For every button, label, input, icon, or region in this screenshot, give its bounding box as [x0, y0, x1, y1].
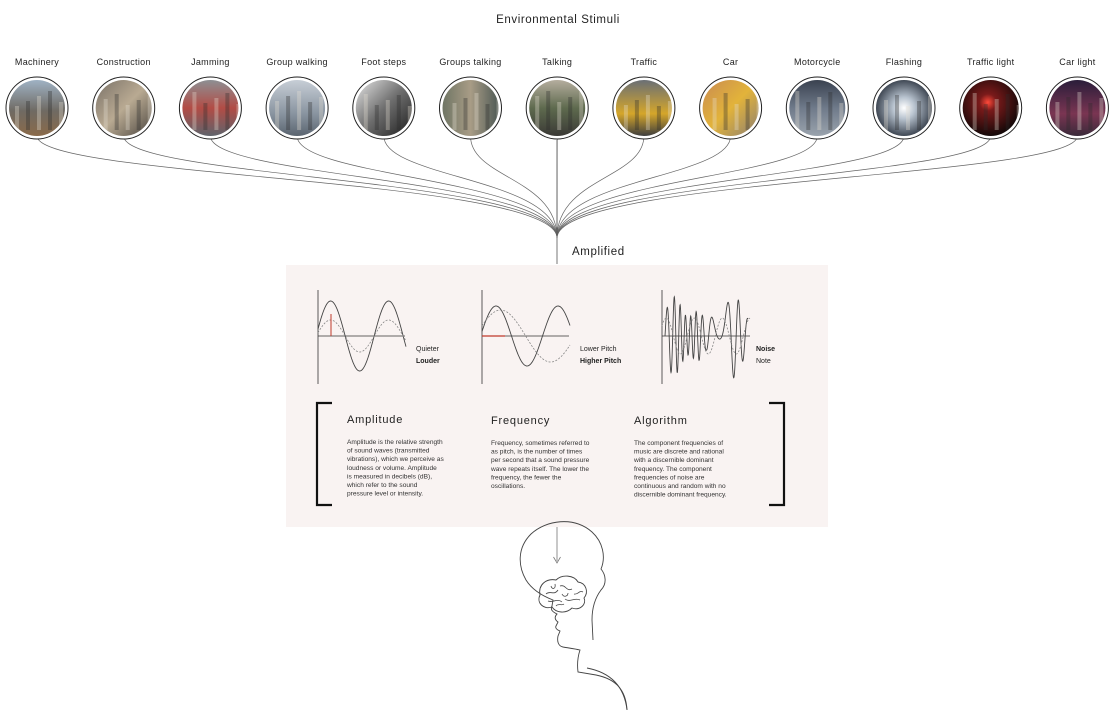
head-outline	[520, 522, 627, 710]
connector-jamming	[210, 136, 557, 238]
algorithm-description-line: continuous and random with no	[634, 483, 726, 490]
stimulus-label-motorcycle: Motorcycle	[794, 57, 841, 67]
algorithm-description-line: discernible dominant frequency.	[634, 491, 727, 499]
stimulus-photo-group-walking	[266, 77, 328, 139]
algorithm-description-line: music are discrete and rational	[634, 448, 724, 456]
amplitude-heading: Amplitude	[347, 414, 404, 426]
frequency-description-line: as pitch, is the number of times	[491, 448, 583, 456]
stimulus-label-car: Car	[722, 57, 739, 67]
brain-folds	[546, 584, 583, 606]
amplitude-description-line: is measured in decibels (dB),	[347, 473, 433, 481]
stimulus-photo-construction	[93, 77, 155, 139]
frequency-heading: Frequency	[491, 415, 551, 427]
connector-foot-steps	[384, 136, 557, 238]
algorithm-description-line: frequency. The component	[634, 465, 712, 473]
connector-car-light	[557, 136, 1077, 238]
stimulus-label-flashing: Flashing	[885, 57, 923, 67]
connector-machinery	[37, 136, 557, 238]
algorithm-description-line: The component frequencies of	[634, 440, 724, 447]
connector-flashing	[557, 136, 904, 238]
stimulus-photo-machinery	[6, 77, 68, 139]
frequency-description-line: frequency, the fewer the	[491, 474, 562, 482]
stimulus-label-traffic-light: Traffic light	[966, 57, 1015, 67]
stimulus-photo-foot-steps	[353, 77, 415, 139]
stimulus-label-machinery: Machinery	[14, 57, 60, 67]
louder-legend: Louder	[416, 358, 440, 365]
connector-car	[557, 136, 731, 238]
stimulus-photo-flashing	[873, 77, 935, 139]
stimulus-photo-traffic	[613, 77, 675, 139]
stimulus-label-group-walking: Group walking	[266, 57, 328, 67]
stimulus-label-traffic: Traffic	[630, 57, 658, 67]
amplitude-description-line: loudness or volume. Amplitude	[347, 464, 437, 472]
stimulus-photo-groups-talking	[440, 77, 502, 139]
stimulus-label-car-light: Car light	[1059, 57, 1096, 67]
stimulus-label-groups-talking: Groups talking	[439, 57, 502, 67]
stimulus-label-talking: Talking	[542, 57, 573, 67]
higher-pitch-legend: Higher Pitch	[580, 358, 622, 365]
quieter-legend: Quieter	[416, 346, 439, 353]
frequency-description-line: oscillations.	[491, 483, 526, 490]
algorithm-description-line: with a discernible dominant	[634, 457, 714, 465]
stimulus-photo-traffic-light	[960, 77, 1022, 139]
lower-pitch-legend: Lower Pitch	[580, 346, 617, 353]
algorithm-description-line: frequencies of noise are	[634, 474, 705, 482]
stimulus-photo-motorcycle	[786, 77, 848, 139]
stimulus-photo-car	[700, 77, 762, 139]
amplitude-description-line: pressure level or intensity.	[347, 490, 424, 498]
frequency-description-line: Frequency, sometimes referred to	[491, 440, 590, 447]
amplitude-description-line: which refer to the sound	[347, 482, 418, 489]
stimulus-photo-jamming	[179, 77, 241, 139]
stimulus-photo-car-light	[1046, 77, 1108, 139]
amplitude-description-line: Amplitude is the relative strength	[347, 439, 443, 446]
frequency-description-line: per second that a sound pressure	[491, 457, 590, 465]
stimulus-label-foot-steps: Foot steps	[361, 57, 407, 67]
head-brain-icon	[520, 522, 627, 710]
amplitude-description-line: vibrations), which we perceive as	[347, 456, 444, 464]
diagram-title: Environmental Stimuli	[496, 14, 620, 26]
note-legend: Note	[756, 358, 771, 365]
stimulus-label-construction: Construction	[96, 57, 151, 67]
algorithm-heading: Algorithm	[634, 415, 688, 427]
amplitude-description-line: of sound waves (transmitted	[347, 447, 430, 455]
frequency-description-line: wave repeats itself. The lower the	[491, 465, 590, 473]
noise-legend: Noise	[756, 346, 776, 353]
stimulus-photo-talking	[526, 77, 588, 139]
stimulus-label-jamming: Jamming	[191, 57, 230, 67]
amplified-label: Amplified	[572, 246, 625, 258]
